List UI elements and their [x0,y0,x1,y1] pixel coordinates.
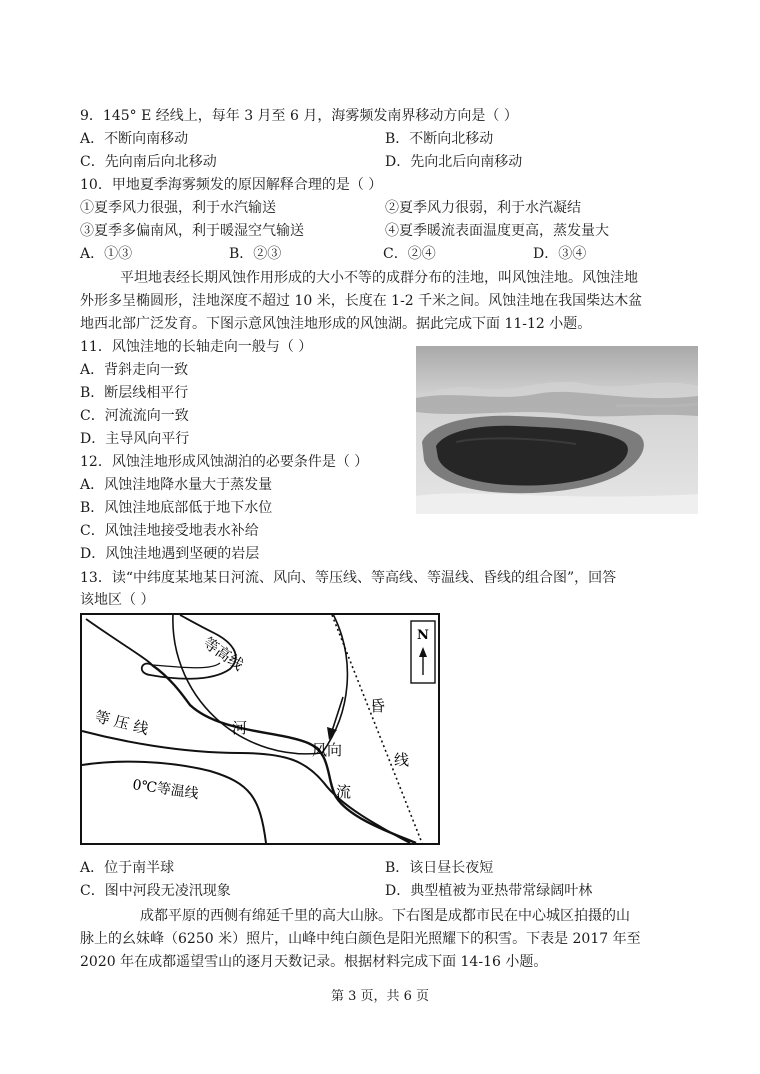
q10-stem: 10．甲地夏季海雾频发的原因解释合理的是（ ） [80,177,383,193]
passage2-line-1: 成都平原的西侧有绵延千里的高大山脉。下右图是成都市民在中心城区拍摄的山 [140,908,630,924]
q9-option-a: A．不断向南移动 [80,131,189,147]
q13-option-a: A．位于南半球 [80,860,175,876]
q9-option-d: D．先向北后向南移动 [385,154,523,170]
q11-option-d: D．主导风向平行 [80,431,190,447]
wind-erosion-lake-photo [416,346,698,514]
passage2-line-3: 2020 年在成都遥望雪山的逐月天数记录。根据材料完成下面 14-16 小题。 [80,954,548,970]
q10-statement-3: ③夏季多偏南风，利于暖湿空气输送 [80,223,304,239]
isotherm-label: 0℃等温线 [131,777,200,803]
q11-option-a: A．背斜走向一致 [80,362,189,378]
q11-option-c: C．河流流向一致 [80,408,189,424]
wind-label: 风向 [312,741,343,759]
contour-label: 等高线 [199,633,247,675]
q11-stem: 11．风蚀洼地的长轴走向一般与（ ） [80,339,313,355]
q13-option-c: C．图中河段无凌汛现象 [80,883,231,899]
q9-option-c: C．先向南后向北移动 [80,154,217,170]
passage1-line-1: 平坦地表经长期风蚀作用形成的大小不等的成群分布的洼地，叫风蚀洼地。风蚀洼地 [120,270,638,286]
passage1-line-3: 地西北部广泛发育。下图示意风蚀洼地形成的风蚀湖。据此完成下面 11-12 小题。 [80,316,592,332]
page-footer: 第 3 页，共 6 页 [330,989,430,1004]
combination-map [80,613,440,845]
isobar-label: 等 压 线 [93,707,151,739]
q12-option-a: A．风蚀洼地降水量大于蒸发量 [80,477,273,493]
q9-option-b: B．不断向北移动 [385,131,494,147]
passage1-line-2: 外形多呈椭圆形，洼地深度不超过 10 米，长度在 1-2 千米之间。风蚀洼地在我国柴达木盆 [80,293,643,309]
q12-option-d: D．风蚀洼地遇到坚硬的岩层 [80,546,260,562]
wind-erosion-lake-drawing [416,346,698,514]
q13-stem-line-2: 该地区（ ） [80,592,155,608]
q10-option-d: D．③④ [533,246,587,262]
north-label: N [417,628,429,643]
dusk-label-2: 线 [394,751,410,769]
q12-option-b: B．风蚀洼地底部低于地下水位 [80,500,273,516]
q10-statement-4: ④夏季暖流表面温度更高，蒸发量大 [385,223,609,239]
q13-stem-line-1: 13．读“中纬度某地某日河流、风向、等压线、等高线、等温线、昏线的组合图”，回答 [80,570,617,586]
dusk-label-1: 昏 [370,697,386,715]
combination-map-drawing [80,613,440,845]
q10-option-c: C．②④ [383,246,436,262]
river-label-2: 流 [336,783,352,801]
q12-stem: 12．风蚀洼地形成风蚀湖泊的必要条件是（ ） [80,454,369,470]
q10-option-b: B．②③ [229,246,282,262]
q10-statement-1: ①夏季风力很强，利于水汽输送 [80,200,276,216]
q13-option-b: B．该日昼长夜短 [385,860,494,876]
q9-stem: 9．145° E 经线上，每年 3 月至 6 月，海雾频发南界移动方向是（ ） [80,108,518,124]
q12-option-c: C．风蚀洼地接受地表水补给 [80,523,259,539]
q13-option-d: D．典型植被为亚热带常绿阔叶林 [385,883,593,899]
river-label-1: 河 [232,719,248,737]
q11-option-b: B．断层线相平行 [80,385,189,401]
passage2-line-2: 脉上的幺妹峰（6250 米）照片，山峰中纯白颜色是阳光照耀下的积雪。下表是 2017 年至 [80,931,641,947]
q10-statement-2: ②夏季风力很弱，利于水汽凝结 [385,200,581,216]
q10-option-a: A．①③ [80,246,133,262]
